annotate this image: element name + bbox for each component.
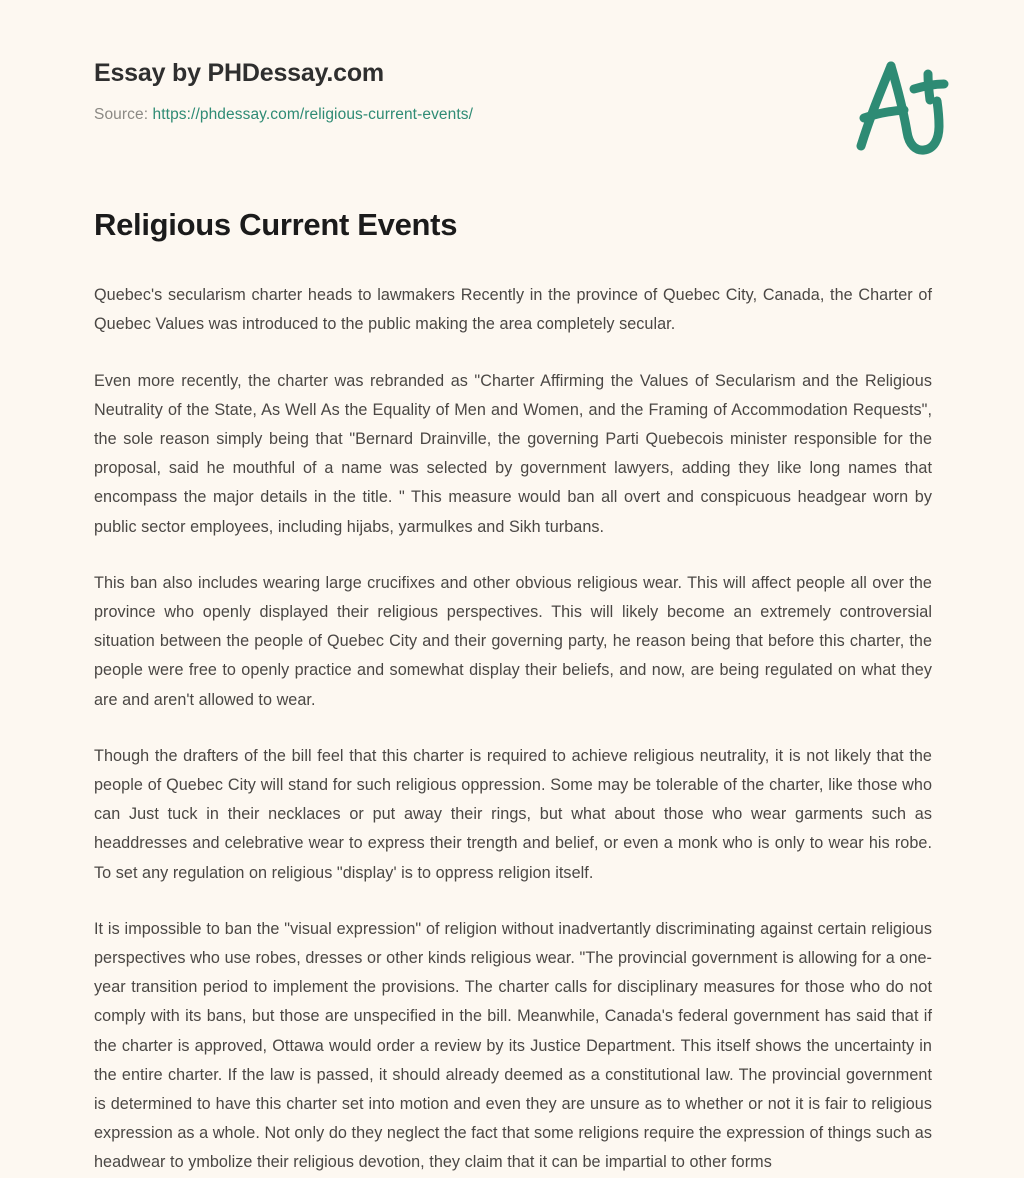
a-plus-logo-icon	[844, 56, 960, 160]
source-line	[94, 106, 960, 124]
source-url-link[interactable]: https://phdessay.com/religious-current-events/	[152, 106, 474, 124]
source-label: Source:	[94, 106, 149, 124]
paragraph: It is impossible to ban the "visual expression" of religion without inadvertantly discriminating against certain religious perspectives who use robes, dresses or other kinds religious wear. "The provincial government is allowing for a one-year transition period to implement the provisions. The charter calls for disciplinary measures for those who do not comply with its bans, but those are unspecified in the bill. Meanwhile, Canada's federal government has said that if the charter is approved, Ottawa would order a review by its Justice Department. This itself shows the uncertainty in the entire charter. If the law is passed, it should already deemed as a constitutional law. The provincial government is determined to have this charter set into motion and even they are unsure as to whether or not it is fair to religious expression as a whole. Not only do they neglect the fact that some religions require the expression of things such as headwear to ymbolize their religious devotion, they claim that it can be impartial to other forms	[94, 919, 932, 1172]
a-plus-logo[interactable]	[844, 56, 960, 160]
brand-title: Essay by PHDessay.com	[94, 59, 384, 87]
paragraph: This ban also includes wearing large crucifixes and other obvious religious wear. This will affect people all over the province who openly displayed their religious perspectives. This will likely become an extremely controversial situation between the people of Quebec City and their governing party, he reason being that before this charter, the people were free to openly practice and somewhat display their beliefs, and now, are being regulated on what they are and aren't allowed to wear.	[94, 573, 932, 709]
article	[94, 206, 932, 1178]
page-title: Religious Current Events	[94, 207, 458, 242]
paragraph: Quebec's secularism charter heads to lawmakers Recently in the province of Quebec City, Canada, the Charter of Quebec Values was introduced to the public making the area completely secular.	[94, 286, 932, 334]
paragraph: Even more recently, the charter was rebranded as "Charter Affirming the Values of Secularism and the Religious Neutrality of the State, As Well As the Equality of Men and Women, and the Framing of Accommodation Requests", the sole reason simply being that "Bernard Drainville, the governing Parti Quebecois minister responsible for the proposal, said he mouthful of a name was selected by government lawyers, adding they like long names that encompass the major details in the title. " This measure would ban all overt and conspicuous headgear worn by public sector employees, including hijabs, yarmulkes and Sikh turbans.	[94, 371, 932, 536]
article-body	[94, 281, 932, 1177]
paragraph: Though the drafters of the bill feel that this charter is required to achieve religious neutrality, it is not likely that the people of Quebec City will stand for such religious oppression. Some may be tolerable of the charter, like those who can Just tuck in their necklaces or put away their rings, but what about those who wear garments such as headdresses and celebrative wear to express their trength and belief, or even a monk who is only to wear his robe. To set any regulation on religious "display' is to oppress religion itself.	[94, 746, 932, 882]
page-header	[94, 58, 960, 178]
